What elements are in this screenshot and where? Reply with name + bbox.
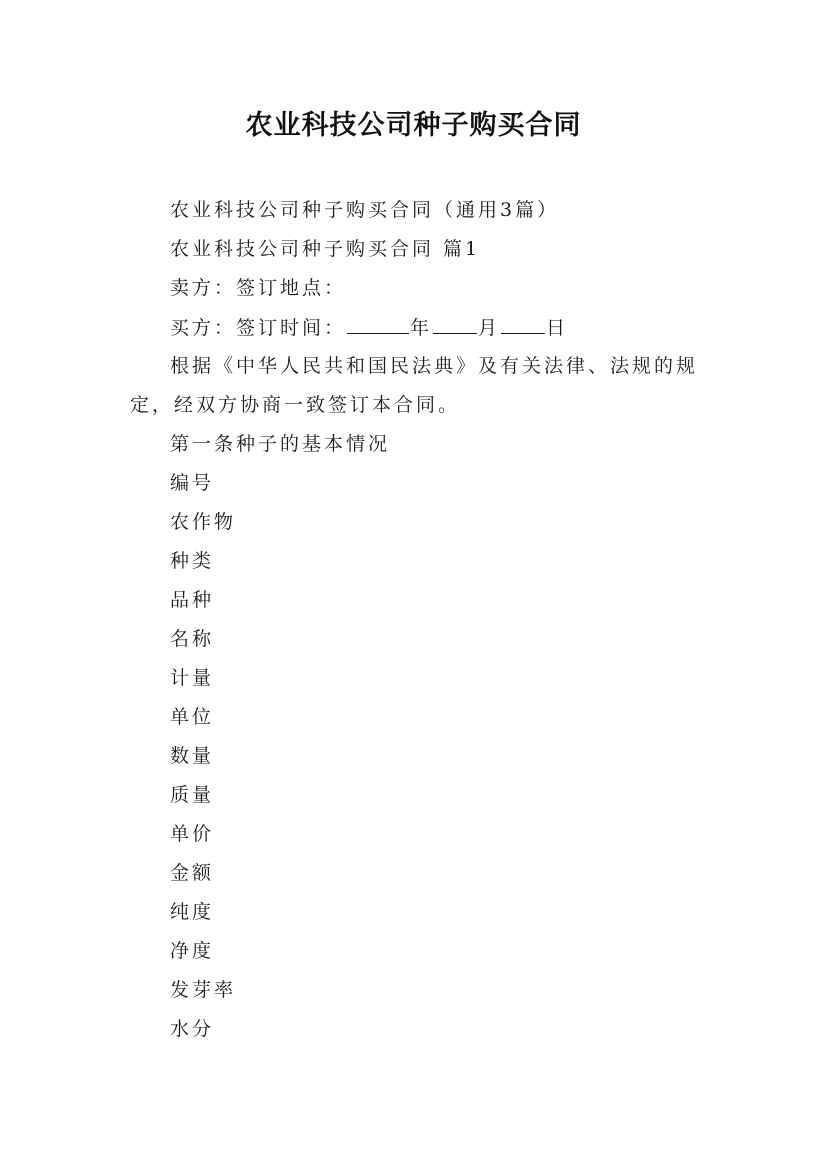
intro-paragraph-line-2: 定，经双方协商一致签订本合同。 [130,394,461,416]
field-item: 数量 [170,745,215,767]
field-item: 质量 [170,784,215,806]
field-item: 农作物 [170,511,237,533]
field-item: 品种 [170,589,215,611]
field-item: 名称 [170,628,215,650]
month-blank [433,315,477,334]
field-item: 净度 [170,940,215,962]
field-item: 编号 [170,472,215,494]
month-label: 月 [478,317,501,339]
day-label: 日 [546,317,569,339]
day-blank [501,315,545,334]
field-item: 发芽率 [170,979,237,1001]
document-subtitle: 农业科技公司种子购买合同（通用3篇） [170,199,560,221]
field-item: 计量 [170,667,215,689]
year-blank [347,315,409,334]
buyer-line [170,315,568,340]
field-item: 纯度 [170,901,215,923]
field-item: 水分 [170,1018,215,1040]
intro-paragraph-line-1: 根据《中华人民共和国民法典》及有关法律、法规的规 [170,355,699,377]
field-item: 单价 [170,823,215,845]
article-one-heading: 第一条种子的基本情况 [170,433,391,455]
year-label: 年 [410,317,433,339]
buyer-line-prefix: 买方：签订时间： [170,317,347,339]
document-title: 农业科技公司种子购买合同 [245,110,582,141]
section-heading: 农业科技公司种子购买合同 篇1 [170,238,481,260]
field-item: 种类 [170,550,215,572]
field-item: 金额 [170,862,215,884]
seller-line: 卖方：签订地点： [170,277,347,299]
field-item: 单位 [170,706,215,728]
